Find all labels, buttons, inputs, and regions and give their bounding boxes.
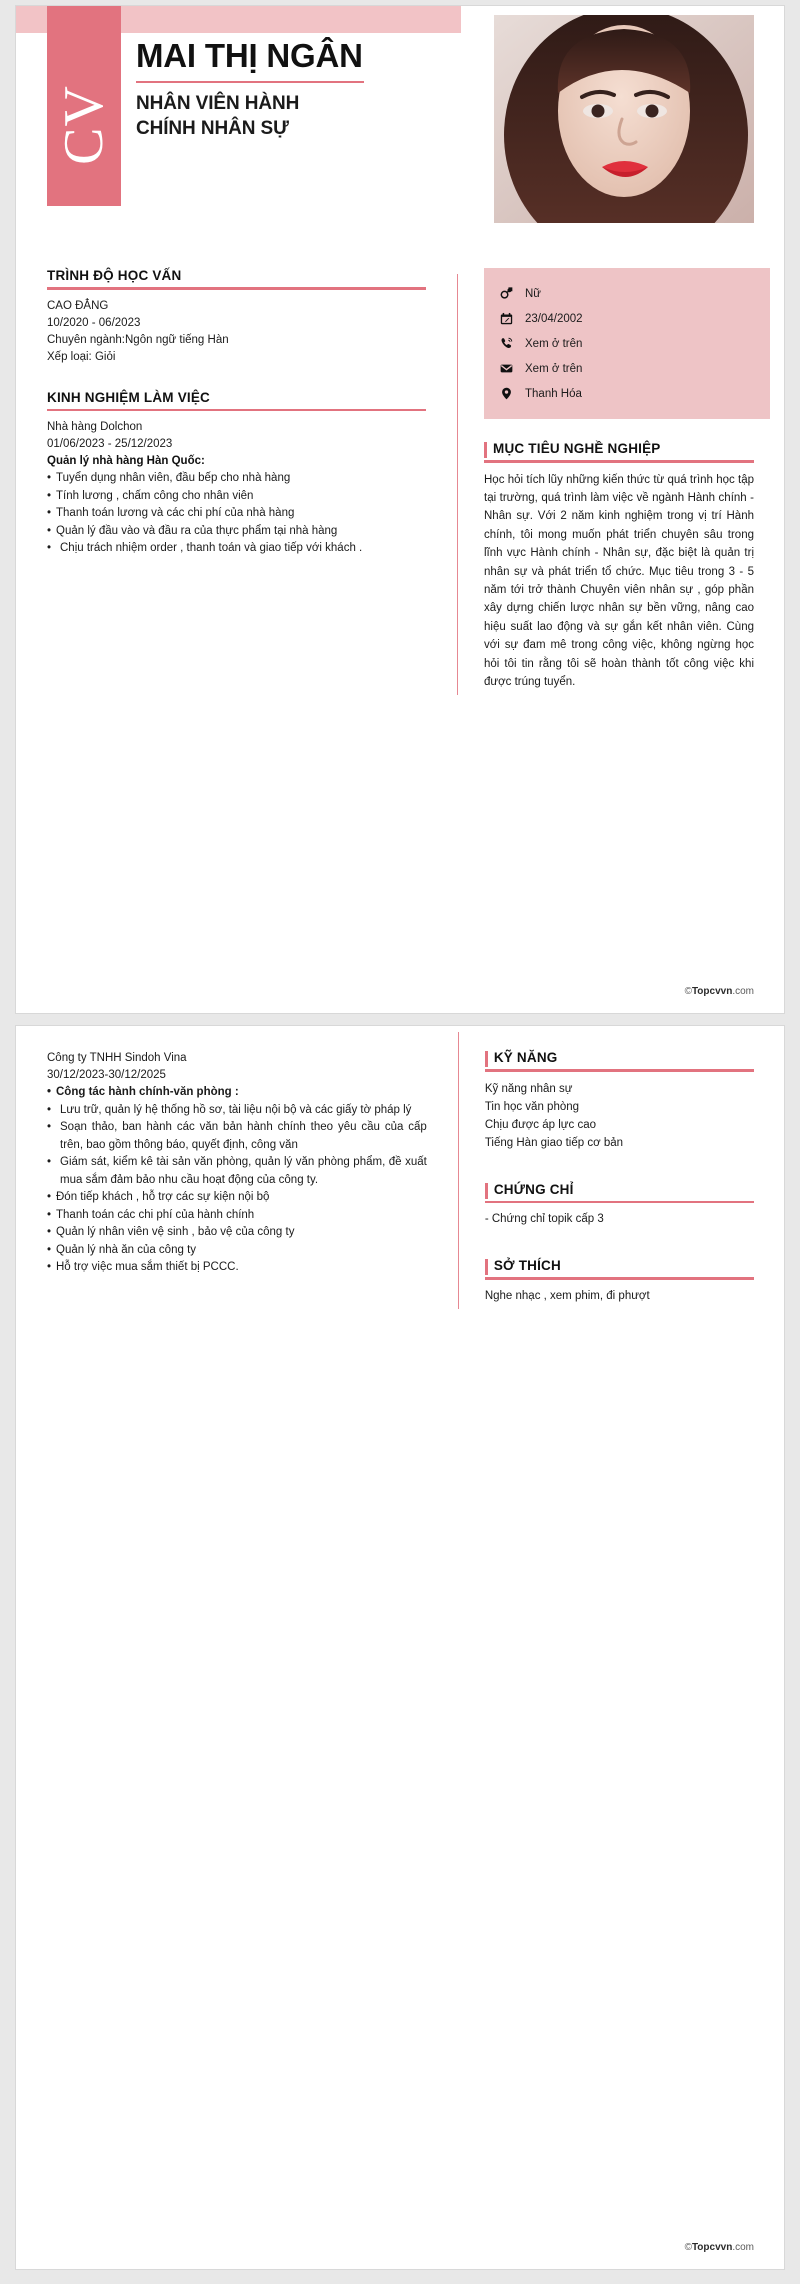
job-period: 01/06/2023 - 25/12/2023	[47, 438, 173, 450]
interests-heading-rule	[485, 1277, 754, 1280]
page2-columns	[16, 1026, 784, 1319]
education-section	[47, 268, 426, 366]
page2-footer	[685, 2242, 754, 2253]
list-item: • Hỗ trợ việc mua sắm thiết bị PCCC.	[47, 1259, 427, 1277]
page1-left-column	[16, 268, 457, 705]
objective-text: Học hỏi tích lũy những kiến thức từ quá trình học tập tại trường, quá trình làm việc về ngành Hành chính - Nhân sự. Với 2 năm kinh nghiệm trong vị trí Hành chính, tôi mong muốn phát triển chuyên sâu trong lĩnh vực Hành chính - Nhân sự, đặc biệt là quản trị nhân sự và phát triển tổ chức. Mục tiêu trong 3 - 5 năm tới trở thành Chuyên viên nhân sự , góp phần xây dựng chiến lược nhân sự bền vững, nâng cao hiệu suất lao động và sự gắn kết nhân viên. Cùng với sự đam mê trong công việc, không ngừng học hỏi tôi tin rằng tôi sẽ hoàn thành tốt công việc khi được trúng tuyển.	[484, 473, 754, 688]
contact-row-phone[interactable]	[484, 331, 770, 356]
footer-brand: Topcvvn	[691, 986, 733, 997]
name-underline	[136, 81, 364, 83]
skills-heading-rule	[485, 1069, 754, 1072]
footer-domain: .com	[732, 986, 754, 997]
education-degree: CAO ĐẲNG	[47, 299, 109, 312]
objective-heading-bar	[484, 442, 487, 458]
list-item: • Lưu trữ, quản lý hệ thống hồ sơ, tài liệu nội bộ và các giấy tờ pháp lý	[47, 1102, 427, 1120]
list-item: • Tính lương , chấm công cho nhân viên	[47, 488, 426, 506]
contact-value: Xem ở trên	[525, 362, 583, 375]
cv-page-1	[15, 5, 785, 1014]
list-item: • Quản lý đầu vào và đầu ra của thực phẩm tại nhà hàng	[47, 523, 426, 541]
cv-header	[16, 6, 784, 268]
page1-columns	[16, 268, 784, 705]
list-item: • Quản lý nhân viên vệ sinh , bảo vệ của công ty	[47, 1224, 427, 1242]
experience-heading-rule	[47, 409, 426, 412]
candidate-photo	[494, 15, 754, 223]
cv-page-2	[15, 1025, 785, 2270]
job-role: Quản lý nhà hàng Hàn Quốc:	[47, 455, 205, 467]
list-item: Tiếng Hàn giao tiếp cơ bản	[484, 1136, 624, 1149]
contact-row-email[interactable]	[484, 356, 770, 381]
page1-footer	[685, 986, 754, 997]
list-item: Kỹ năng nhân sự	[484, 1082, 573, 1095]
skills-heading-bar	[485, 1051, 488, 1067]
education-period: 10/2020 - 06/2023	[47, 316, 141, 329]
education-major: Chuyên ngành:Ngôn ngữ tiếng Hàn	[47, 333, 229, 346]
list-item: • Quản lý nhà ăn của công ty	[47, 1242, 427, 1260]
list-item: • Soạn thảo, ban hành các văn bản hành chính theo yêu cầu của cấp trên, bao gồm thông báo, quyết định, công văn	[47, 1119, 427, 1154]
list-item: - Chứng chỉ topik cấp 3	[484, 1213, 604, 1225]
list-item: Nghe nhạc , xem phim, đi phượt	[484, 1289, 650, 1302]
contact-value: Nữ	[525, 287, 542, 300]
contact-row-birthday	[484, 306, 770, 331]
location-pin-icon	[500, 387, 522, 400]
candidate-name: MAI THỊ NGÂN	[136, 37, 363, 74]
calendar-icon	[500, 312, 522, 325]
job-bullet-list	[47, 1084, 427, 1277]
experience-continued-section	[47, 1050, 427, 1277]
list-item: • Thanh toán các chi phí của hành chính	[47, 1207, 427, 1225]
job-company: Nhà hàng Dolchon	[47, 421, 143, 433]
job-period: 30/12/2023-30/12/2025	[47, 1069, 166, 1081]
list-item: • Thanh toán lương và các chi phí của nhà hàng	[47, 505, 426, 523]
list-item: Tin học văn phòng	[484, 1100, 580, 1113]
objective-section	[484, 441, 754, 691]
phone-icon	[500, 337, 522, 350]
name-block	[136, 38, 461, 142]
job-role: • Công tác hành chính-văn phòng :	[47, 1084, 427, 1102]
cv-logo-text: CV	[53, 85, 116, 165]
cv-logo	[47, 60, 121, 190]
education-heading: TRÌNH ĐỘ HỌC VẤN	[47, 268, 182, 283]
experience-section	[47, 390, 426, 558]
footer-domain: .com	[732, 2242, 754, 2253]
skills-heading: KỸ NĂNG	[493, 1050, 558, 1065]
contact-row-gender	[484, 281, 770, 306]
contact-value: 23/04/2002	[525, 312, 583, 325]
education-grade: Xếp loại: Giỏi	[47, 350, 116, 363]
interests-heading-bar	[485, 1259, 488, 1275]
email-icon	[500, 362, 522, 375]
list-item: • Chịu trách nhiệm order , thanh toán và giao tiếp với khách .	[47, 540, 426, 558]
experience-heading: KINH NGHIỆM LÀM VIỆC	[47, 389, 211, 405]
certificates-heading: CHỨNG CHỈ	[493, 1181, 574, 1197]
certificates-heading-bar	[485, 1183, 488, 1199]
list-item: • Đón tiếp khách , hỗ trợ các sự kiện nội bộ	[47, 1189, 427, 1207]
list-item: Chịu được áp lực cao	[484, 1118, 596, 1131]
certificates-section	[485, 1182, 754, 1229]
education-heading-rule	[47, 287, 426, 290]
list-item: • Tuyển dụng nhân viên, đầu bếp cho nhà hàng	[47, 470, 426, 488]
page1-right-column	[458, 268, 784, 705]
job-company: Công ty TNHH Sindoh Vina	[47, 1052, 187, 1064]
job-title-line-1: NHÂN VIÊN HÀNH	[136, 93, 300, 115]
contact-card	[484, 268, 770, 419]
contact-value: Xem ở trên	[525, 337, 583, 350]
objective-heading: MỤC TIÊU NGHỀ NGHIỆP	[493, 441, 661, 456]
footer-copyright: ©	[684, 2242, 692, 2253]
footer-copyright: ©	[684, 986, 692, 997]
job-title-line-2: CHÍNH NHÂN SỰ	[136, 117, 289, 139]
gender-icon	[500, 287, 522, 300]
job-bullet-list	[47, 470, 426, 558]
contact-row-location	[484, 381, 770, 406]
interests-heading: SỞ THÍCH	[493, 1258, 561, 1273]
footer-brand: Topcvvn	[691, 2242, 733, 2253]
certificates-heading-rule	[485, 1201, 754, 1204]
interests-section	[485, 1258, 754, 1305]
contact-value: Thanh Hóa	[525, 387, 582, 400]
skills-section	[485, 1050, 754, 1152]
list-item: • Giám sát, kiểm kê tài sản văn phòng, quản lý văn phòng phẩm, đề xuất mua sắm đảm bảo nhu cầu hoạt động của công ty.	[47, 1154, 427, 1189]
page2-right-column	[459, 1026, 784, 1319]
objective-heading-rule	[484, 460, 754, 463]
page2-left-column	[16, 1026, 458, 1319]
